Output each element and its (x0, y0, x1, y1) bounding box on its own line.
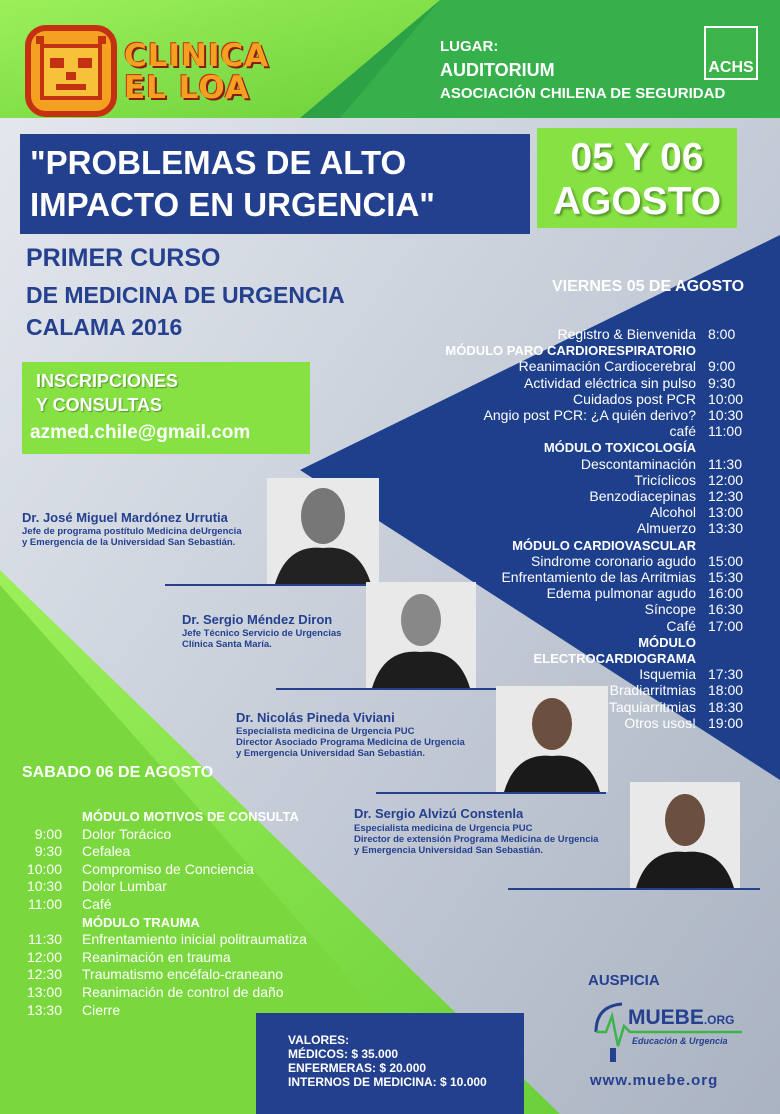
friday-schedule-item (557, 326, 736, 343)
friday-item-time: 15:30 (708, 569, 744, 585)
saturday-item-text: MÓDULO TRAUMA (82, 914, 200, 930)
friday-item-text: Enfrentamiento de las Arritmias (501, 569, 696, 585)
friday-schedule-item (609, 682, 744, 699)
registration-box (22, 362, 310, 454)
prices-heading: VALORES: (288, 1033, 350, 1047)
friday-schedule-item (666, 617, 744, 635)
title-box (20, 134, 530, 234)
muebe-brand (628, 1006, 735, 1030)
date-box (537, 128, 737, 228)
saturday-item-time: 10:00 (26, 860, 62, 877)
saturday-schedule-item (22, 966, 283, 983)
friday-module-heading (512, 537, 696, 554)
sponsor-url[interactable]: www.muebe.org (590, 1072, 719, 1089)
friday-schedule-item (608, 698, 744, 716)
speaker-3-desc3: y Emergencia Universidad San Sebastián. (236, 748, 426, 759)
friday-item-text: Actividad eléctrica sin pulso (524, 374, 696, 391)
friday-item-text: MÓDULO (638, 634, 696, 650)
friday-item-text: ELECTROCARDIOGRAMA (533, 651, 696, 666)
saturday-item-time: 13:00 (26, 984, 62, 1000)
speaker-1-underline (165, 584, 395, 586)
location-label: LUGAR: (440, 38, 499, 55)
friday-item-time: 11:00 (708, 423, 742, 440)
friday-module-heading (445, 342, 696, 359)
muebe-tagline: Educación & Urgencia (632, 1036, 728, 1046)
friday-item-time: 18:00 (708, 682, 744, 699)
speaker-2-desc2: Clínica Santa María. (182, 639, 272, 650)
clinic-name-line2: EL LOA (124, 70, 250, 106)
saturday-item-text: Cefalea (82, 843, 131, 860)
friday-item-time: 10:30 (708, 407, 744, 423)
friday-item-time: 11:30 (708, 455, 742, 472)
clinic-logo-icon (22, 22, 120, 120)
prices-box (256, 1013, 524, 1114)
friday-item-text: Taquiarritmias (608, 698, 696, 715)
saturday-item-text: Reanimación en trauma (82, 948, 231, 965)
friday-item-time: 9:30 (708, 374, 736, 391)
friday-item-text: MÓDULO CARDIOVASCULAR (512, 537, 696, 553)
price-internos: INTERNOS DE MEDICINA: $ 10.000 (288, 1075, 487, 1089)
friday-schedule-item (501, 569, 744, 586)
friday-item-text: Almuerzo (636, 520, 696, 537)
speaker-4-desc1: Especialista medicina de Urgencia PUC (354, 823, 533, 834)
friday-item-time: 13:30 (708, 520, 744, 537)
date-line2: AGOSTO (552, 180, 722, 223)
speaker-1-desc2: y Emergencia de la Universidad San Sebastián. (22, 537, 236, 548)
saturday-schedule-item (22, 896, 112, 913)
speaker-2-photo (366, 582, 476, 688)
date-line1: 05 Y 06 (570, 136, 704, 179)
friday-schedule-item (483, 407, 744, 424)
friday-item-text: Edema pulmonar agudo (546, 585, 696, 602)
friday-item-time: 17:30 (708, 666, 744, 683)
saturday-module-heading (22, 808, 299, 825)
friday-item-text: MÓDULO TOXICOLOGÍA (543, 440, 696, 456)
friday-item-time: 18:30 (708, 698, 744, 715)
saturday-module-heading (22, 914, 200, 931)
friday-item-text: Tricíclicos (634, 471, 696, 488)
friday-item-time: 17:00 (708, 617, 744, 634)
friday-schedule-item (589, 488, 744, 505)
friday-item-time: 16:30 (708, 601, 744, 618)
friday-item-text: Descontaminación (580, 455, 696, 472)
achs-logo (704, 26, 758, 80)
friday-item-text: Isquemia (639, 666, 696, 683)
speaker-4-underline (508, 888, 760, 890)
friday-item-time: 16:00 (708, 585, 744, 602)
muebe-logo (592, 996, 752, 1066)
saturday-item-text: Compromiso de Conciencia (82, 860, 254, 877)
friday-item-text: Sindrome coronario agudo (531, 552, 696, 569)
friday-schedule-item (531, 552, 744, 570)
muebe-brand-suffix: .ORG (703, 1013, 735, 1027)
title-line1: "PROBLEMAS DE ALTO (30, 144, 407, 181)
friday-schedule-item (669, 423, 742, 440)
friday-schedule-item (546, 585, 744, 602)
saturday-schedule-item (22, 878, 167, 895)
speaker-3-desc2: Director Asociado Programa Medicina de Urgencia (236, 737, 465, 748)
friday-item-time: 10:00 (708, 390, 744, 407)
friday-module-heading (534, 650, 697, 667)
friday-schedule-item (624, 714, 744, 732)
speaker-2-name: Dr. Sergio Méndez Diron (182, 612, 333, 627)
friday-item-time: 15:00 (708, 552, 744, 569)
friday-schedule-item (518, 358, 736, 375)
friday-item-text: MÓDULO PARO CARDIORESPIRATORIO (445, 343, 696, 359)
friday-module-heading (638, 634, 696, 651)
saturday-item-time: 12:00 (26, 948, 62, 965)
friday-item-time: 9:00 (708, 358, 736, 375)
muebe-brand-name: MUEBE (628, 1006, 704, 1029)
saturday-item-text: Enfrentamiento inicial politraumatiza (82, 931, 307, 948)
speaker-4-desc3: y Emergencia Universidad San Sebastián. (354, 845, 544, 856)
friday-schedule-item (573, 390, 744, 408)
saturday-item-time: 12:30 (26, 966, 62, 983)
speaker-3-name: Dr. Nicolás Pineda Viviani (236, 710, 395, 725)
friday-item-text: café (669, 423, 696, 440)
saturday-schedule-item (22, 949, 231, 966)
friday-item-text: Registro & Bienvenida (557, 326, 696, 342)
friday-item-text: Otros usos! (624, 714, 696, 731)
saturday-schedule-item (22, 1002, 120, 1019)
friday-item-time: 8:00 (708, 326, 736, 342)
friday-item-text: Café (666, 617, 696, 634)
friday-schedule-item (644, 601, 744, 618)
speaker-1-photo (267, 478, 379, 584)
speaker-3-photo (496, 686, 608, 792)
saturday-item-text: Reanimación de control de daño (82, 984, 284, 1000)
friday-schedule-item (636, 520, 744, 537)
speaker-1-desc1: Jefe de programa postítulo Medicina deUrgencia (22, 526, 242, 537)
registration-line2: Y CONSULTAS (36, 395, 163, 415)
saturday-item-text: Dolor Torácico (82, 825, 172, 842)
speaker-2-desc1: Jefe Técnico Servicio de Urgencias (182, 628, 342, 639)
saturday-item-time: 10:30 (26, 878, 62, 895)
speaker-4-desc2: Director de extensión Programa Medicina de Urgencia (354, 834, 599, 845)
friday-heading: VIERNES 05 DE AGOSTO (552, 278, 745, 295)
clinic-name (124, 40, 269, 104)
friday-item-text: Cuidados post PCR (573, 390, 696, 407)
friday-item-text: Reanimación Cardiocerebral (518, 358, 696, 375)
clinic-name-line1: CLINICA (124, 38, 270, 74)
friday-schedule-item (524, 374, 736, 392)
saturday-heading: SABADO 06 DE AGOSTO (22, 764, 214, 781)
friday-item-text: Angio post PCR: ¿A quién derivo? (483, 407, 696, 423)
saturday-item-text: Dolor Lumbar (82, 878, 167, 895)
saturday-schedule-item (22, 826, 171, 843)
price-medicos: MÉDICOS: $ 35.000 (288, 1047, 399, 1061)
title-line2: IMPACTO EN URGENCIA" (30, 186, 435, 223)
saturday-item-time: 11:30 (28, 931, 62, 948)
saturday-schedule-item (22, 984, 284, 1001)
friday-item-text: Síncope (644, 601, 696, 618)
course-line1: PRIMER CURSO (26, 244, 221, 272)
friday-item-text: Alcohol (650, 504, 696, 521)
friday-item-time: 19:00 (708, 714, 744, 731)
speaker-1-name: Dr. José Miguel Mardónez Urrutia (22, 510, 228, 525)
saturday-item-text: Café (82, 896, 112, 912)
speaker-4-name: Dr. Sergio Alvizú Constenla (354, 806, 524, 821)
sponsor-label: AUSPICIA (588, 972, 660, 989)
location-org: ASOCIACIÓN CHILENA DE SEGURIDAD (440, 85, 726, 102)
price-enfermeras: ENFERMERAS: $ 20.000 (288, 1061, 427, 1075)
friday-schedule-item (634, 471, 744, 489)
saturday-item-time: 9:30 (34, 843, 62, 860)
friday-item-time: 12:30 (708, 488, 744, 504)
registration-email[interactable]: azmed.chile@gmail.com (30, 422, 251, 443)
location-venue: AUDITORIUM (440, 60, 555, 80)
speaker-4-photo (630, 782, 740, 888)
speaker-3-underline (376, 792, 606, 794)
friday-item-text: Bradiarritmias (609, 682, 696, 699)
friday-item-text: Benzodiacepinas (589, 488, 696, 504)
registration-line1: INSCRIPCIONES (36, 371, 179, 391)
friday-schedule-item (639, 666, 744, 683)
saturday-item-text: Cierre (82, 1001, 121, 1018)
saturday-schedule-item (22, 843, 130, 860)
course-line2: DE MEDICINA DE URGENCIA (26, 282, 345, 308)
speaker-3-desc1: Especialista medicina de Urgencia PUC (236, 726, 415, 737)
saturday-schedule-item (22, 861, 254, 878)
saturday-item-time: 9:00 (34, 825, 62, 842)
saturday-item-time: 13:30 (26, 1001, 62, 1018)
friday-schedule-item (580, 455, 742, 473)
saturday-item-text: Traumatismo encéfalo-craneano (82, 966, 284, 983)
saturday-schedule-item (22, 931, 307, 948)
course-line3: CALAMA 2016 (26, 314, 183, 340)
achs-logo-text: ACHS (706, 28, 756, 78)
saturday-item-time: 11:00 (28, 896, 62, 912)
friday-schedule-item (650, 504, 744, 521)
friday-item-time: 13:00 (708, 504, 744, 521)
friday-module-heading (544, 439, 696, 456)
saturday-item-text: MÓDULO MOTIVOS DE CONSULTA (82, 809, 299, 824)
speaker-2-underline (276, 688, 506, 690)
friday-item-time: 12:00 (708, 471, 744, 488)
